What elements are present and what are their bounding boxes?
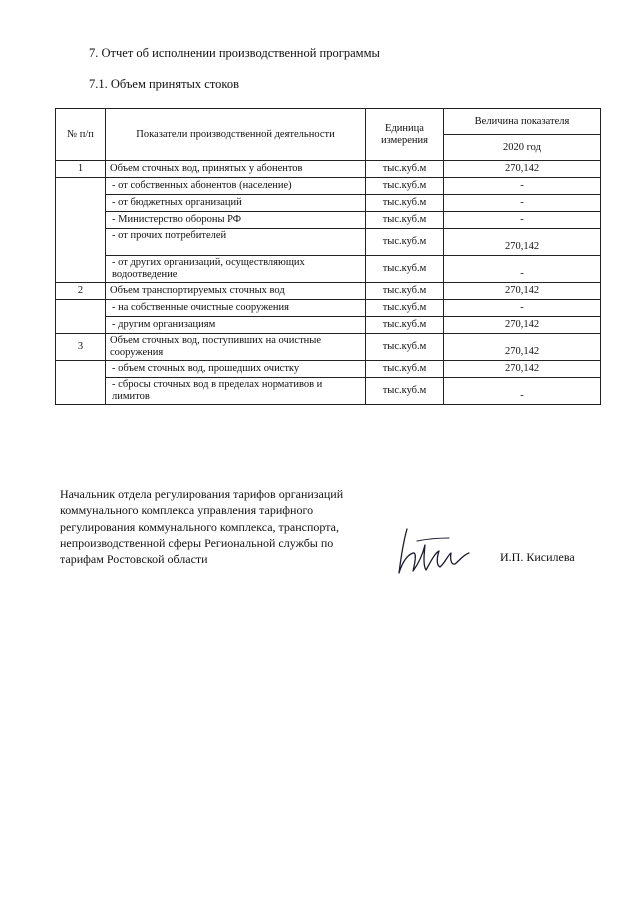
table-row — [56, 195, 601, 212]
position-line: регулирования коммунального комплекса, транспорта, — [60, 519, 339, 534]
table-row — [56, 212, 601, 229]
signatory-position — [60, 486, 380, 567]
table-row — [56, 229, 601, 256]
row-number: 1 — [56, 161, 106, 178]
indicator-cell: - от бюджетных организаций — [106, 195, 366, 212]
signature — [393, 523, 473, 581]
value-cell: - — [444, 178, 601, 195]
indicator-cell: - другим организациям — [106, 317, 366, 334]
unit-cell: тыс.куб.м — [366, 317, 444, 334]
subsection-heading: 7.1. Объем принятых стоков — [89, 77, 239, 91]
value-cell: 270,142 — [444, 283, 601, 300]
indicator-cell: - на собственные очистные сооружения — [106, 300, 366, 317]
position-line: тарифам Ростовской области — [60, 552, 208, 567]
unit-cell: тыс.куб.м — [366, 212, 444, 229]
indicator-cell: Объем сточных вод, поступивших на очистные сооружения — [106, 334, 366, 361]
row-number — [56, 178, 106, 283]
table-row — [56, 361, 601, 378]
indicator-cell: Объем транспортируемых сточных вод — [106, 283, 366, 300]
value-cell: 270,142 — [444, 229, 601, 256]
row-number — [56, 300, 106, 334]
unit-cell: тыс.куб.м — [366, 283, 444, 300]
value-cell: - — [444, 212, 601, 229]
unit-cell: тыс.куб.м — [366, 161, 444, 178]
unit-cell: тыс.куб.м — [366, 361, 444, 378]
unit-cell: тыс.куб.м — [366, 229, 444, 256]
table-row — [56, 256, 601, 283]
position-line: непроизводственной сферы Региональной службы по — [60, 535, 334, 550]
indicator-cell: - сбросы сточных вод в пределах нормативов и лимитов — [106, 378, 366, 405]
value-cell: - — [444, 195, 601, 212]
header-year: 2020 год — [444, 135, 601, 161]
table-row — [56, 161, 601, 178]
indicator-cell: - от других организаций, осуществляющих водоотведение — [106, 256, 366, 283]
table-row — [56, 317, 601, 334]
stoki-table — [55, 108, 601, 405]
unit-cell: тыс.куб.м — [366, 178, 444, 195]
indicator-cell: - от прочих потребителей — [106, 229, 366, 256]
header-num: № п/п — [56, 109, 106, 161]
row-number — [56, 361, 106, 405]
table-row — [56, 283, 601, 300]
table-row — [56, 334, 601, 361]
unit-cell: тыс.куб.м — [366, 195, 444, 212]
table-header — [56, 109, 601, 161]
position-line: Начальник отдела регулирования тарифов организаций — [60, 487, 344, 501]
value-cell: 270,142 — [444, 334, 601, 361]
table-body — [56, 161, 601, 405]
value-cell: - — [444, 378, 601, 405]
header-indicator: Показатели производственной деятельности — [106, 109, 366, 161]
signer-name: И.П. Кисилева — [500, 550, 575, 564]
section-heading: 7. Отчет об исполнении производственной программы — [89, 46, 380, 60]
row-number: 2 — [56, 283, 106, 300]
unit-cell: тыс.куб.м — [366, 300, 444, 317]
unit-cell: тыс.куб.м — [366, 334, 444, 361]
header-value-group: Величина показателя — [444, 109, 601, 135]
value-cell: - — [444, 300, 601, 317]
value-cell: 270,142 — [444, 317, 601, 334]
row-number: 3 — [56, 334, 106, 361]
unit-cell: тыс.куб.м — [366, 378, 444, 405]
unit-cell: тыс.куб.м — [366, 256, 444, 283]
table-row — [56, 300, 601, 317]
indicator-cell: - от собственных абонентов (население) — [106, 178, 366, 195]
value-cell: 270,142 — [444, 361, 601, 378]
value-cell: 270,142 — [444, 161, 601, 178]
value-cell: - — [444, 256, 601, 283]
table-row — [56, 378, 601, 405]
header-unit: Единица измерения — [366, 109, 444, 161]
indicator-cell: - объем сточных вод, прошедших очистку — [106, 361, 366, 378]
position-line: коммунального комплекса управления тарифного — [60, 503, 314, 518]
indicator-cell: - Министерство обороны РФ — [106, 212, 366, 229]
table-row — [56, 178, 601, 195]
indicator-cell: Объем сточных вод, принятых у абонентов — [106, 161, 366, 178]
